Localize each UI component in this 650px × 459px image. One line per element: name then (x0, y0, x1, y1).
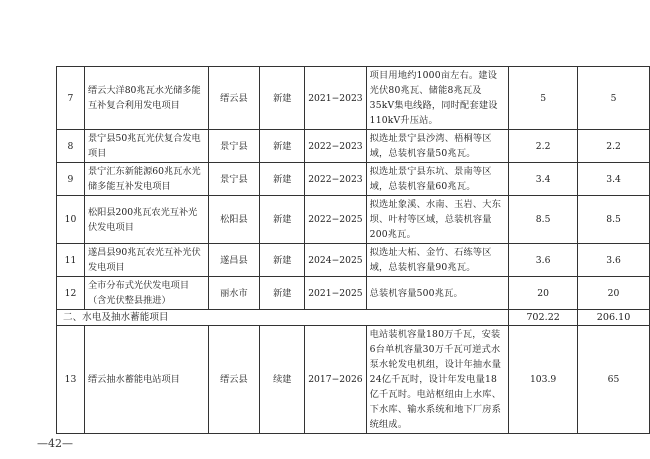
section-planned-investment: 206.10 (578, 310, 650, 326)
construction-scale: 拟选址大柘、金竹、石练等区域，总装机容量90兆瓦。 (366, 244, 509, 277)
project-name: 全市分布式光伏发电项目（含光伏整县推进） (84, 277, 208, 310)
county: 丽水市 (208, 277, 260, 310)
project-name: 缙云大洋80兆瓦水光储多能互补复合利用发电项目 (84, 67, 208, 130)
construction-scale: 项目用地约1000亩左右。建设光伏80兆瓦、储能8兆瓦及35kV集电线路，同时配套建设110kV升压站。 (366, 67, 509, 130)
planned-investment: 5 (578, 67, 650, 130)
project-name: 景宁县50兆瓦光伏复合发电项目 (84, 130, 208, 163)
table-row (57, 67, 650, 130)
project-name: 景宁汇东新能源60兆瓦水光储多能互补发电项目 (84, 163, 208, 196)
project-name: 遂昌县90兆瓦农光互补光伏发电项目 (84, 244, 208, 277)
total-investment: 20 (509, 277, 578, 310)
total-investment: 3.6 (509, 244, 578, 277)
construction-type: 新建 (260, 277, 305, 310)
table-row (57, 244, 650, 277)
total-investment: 8.5 (509, 196, 578, 244)
period: 2021−2025 (305, 277, 366, 310)
table-row (57, 130, 650, 163)
county: 缙云县 (208, 326, 260, 434)
planned-investment: 2.2 (578, 130, 650, 163)
county: 景宁县 (208, 130, 260, 163)
county: 景宁县 (208, 163, 260, 196)
page-number: —42— (37, 437, 73, 450)
construction-type: 新建 (260, 67, 305, 130)
construction-type: 新建 (260, 163, 305, 196)
table-row (57, 326, 650, 434)
row-number: 11 (57, 244, 85, 277)
period: 2022−2023 (305, 163, 366, 196)
planned-investment: 65 (578, 326, 650, 434)
construction-type: 新建 (260, 196, 305, 244)
planned-investment: 20 (578, 277, 650, 310)
period: 2022−2025 (305, 196, 366, 244)
planned-investment: 3.6 (578, 244, 650, 277)
period: 2017−2026 (305, 326, 366, 434)
county: 遂昌县 (208, 244, 260, 277)
county: 松阳县 (208, 196, 260, 244)
table-row (57, 196, 650, 244)
county: 缙云县 (208, 67, 260, 130)
planned-investment: 3.4 (578, 163, 650, 196)
construction-scale: 拟选址景宁县东坑、景南等区域，总装机容量60兆瓦。 (366, 163, 509, 196)
section-row (57, 310, 650, 326)
construction-scale: 拟选址象溪、水南、玉岩、大东坝、叶村等区域，总装机容量200兆瓦。 (366, 196, 509, 244)
row-number: 9 (57, 163, 85, 196)
period: 2022−2023 (305, 130, 366, 163)
construction-scale: 总装机容量500兆瓦。 (366, 277, 509, 310)
construction-scale: 拟选址景宁县沙湾、梧桐等区域，总装机容量50兆瓦。 (366, 130, 509, 163)
row-number: 13 (57, 326, 85, 434)
project-name: 松阳县200兆瓦农光互补光伏发电项目 (84, 196, 208, 244)
construction-type: 续建 (260, 326, 305, 434)
construction-type: 新建 (260, 130, 305, 163)
row-number: 12 (57, 277, 85, 310)
section-title: 二、水电及抽水蓄能项目 (57, 310, 509, 326)
table-row (57, 163, 650, 196)
planned-investment: 8.5 (578, 196, 650, 244)
total-investment: 2.2 (509, 130, 578, 163)
period: 2024−2025 (305, 244, 366, 277)
construction-scale: 电站装机容量180万千瓦，安装6台单机容量30万千瓦可逆式水泵水轮发电机组，设计年抽水量24亿千瓦时，设计年发电量18亿千瓦时。电站枢纽由上水库、下水库、输水系统和地下厂房系统组成。 (366, 326, 509, 434)
period: 2021−2023 (305, 67, 366, 130)
row-number: 7 (57, 67, 85, 130)
total-investment: 103.9 (509, 326, 578, 434)
total-investment: 3.4 (509, 163, 578, 196)
section-total-investment: 702.22 (509, 310, 578, 326)
total-investment: 5 (509, 67, 578, 130)
construction-type: 新建 (260, 244, 305, 277)
row-number: 10 (57, 196, 85, 244)
table-row (57, 277, 650, 310)
project-table (56, 66, 650, 434)
project-name: 缙云抽水蓄能电站项目 (84, 326, 208, 434)
row-number: 8 (57, 130, 85, 163)
